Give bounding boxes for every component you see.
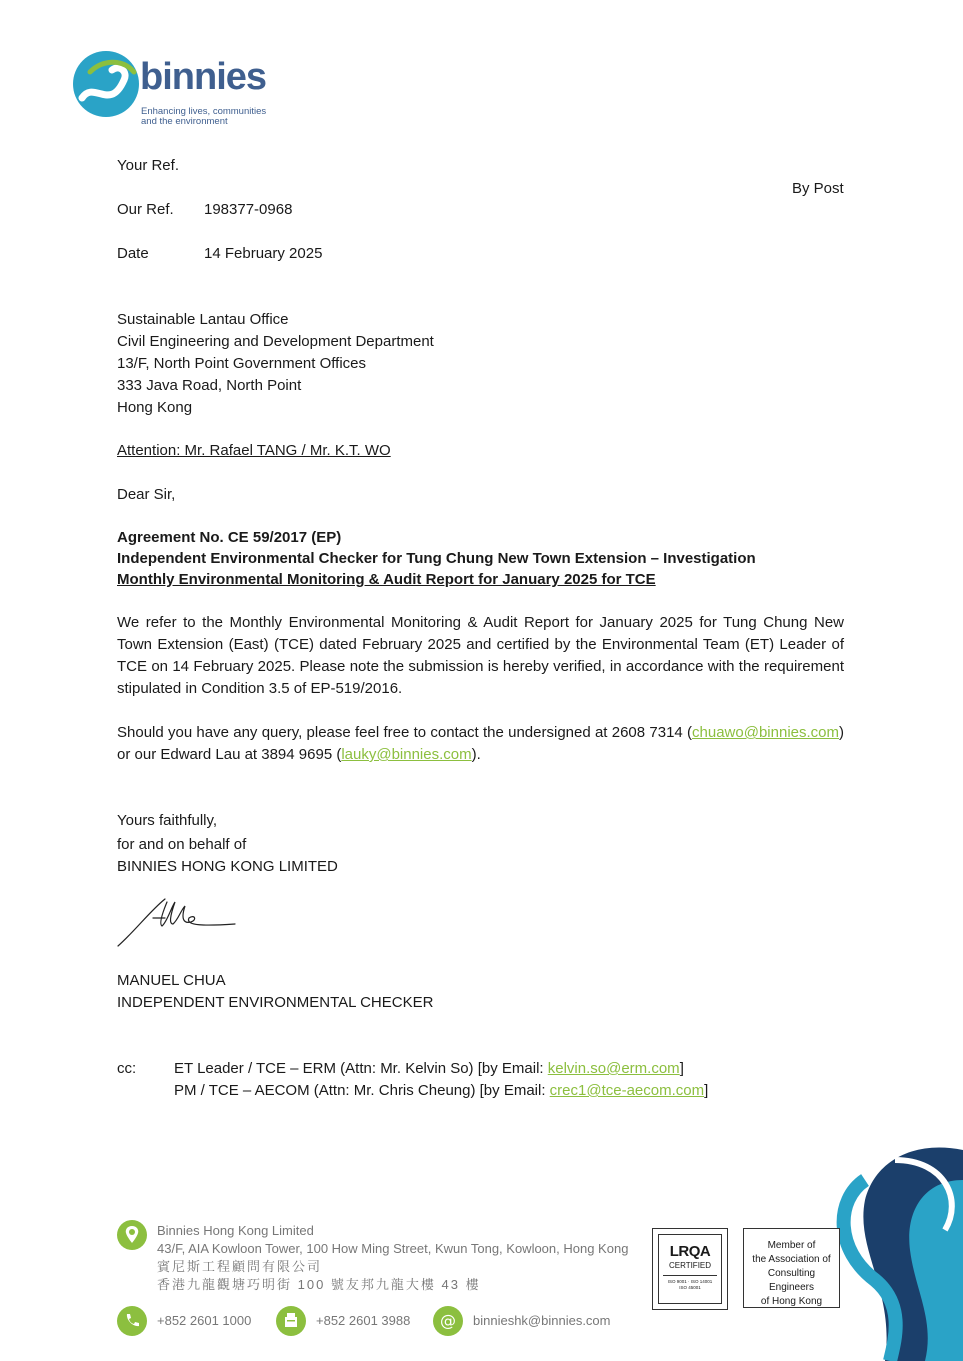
footer-phone: +852 2601 1000 [157, 1313, 252, 1328]
cc-line-erm [174, 1058, 708, 1080]
fax-icon [276, 1306, 306, 1336]
signature-icon [115, 896, 245, 951]
handwritten-signature [115, 896, 245, 956]
closing-line: Yours faithfully, [117, 812, 218, 829]
closing-line: BINNIES HONG KONG LIMITED [117, 858, 338, 875]
logo-tagline-line1: Enhancing lives, communities [141, 106, 267, 117]
subject-line-report: Monthly Environmental Monitoring & Audit Report for January 2025 for TCE [117, 571, 656, 588]
svg-text:@: @ [440, 1311, 456, 1330]
signer-title: INDEPENDENT ENVIRONMENTAL CHECKER [117, 994, 434, 1011]
member-line: the Association of [752, 1254, 831, 1265]
cc-close-bracket: ] [679, 1060, 684, 1077]
closing-block [117, 810, 338, 878]
attention-line: Attention: Mr. Rafael TANG / Mr. K.T. WO [117, 442, 391, 459]
logo-swirl-icon [72, 50, 142, 120]
signer-name: MANUEL CHUA [117, 972, 226, 989]
address-line: Hong Kong [117, 399, 193, 416]
paragraph-text: ) or our Edward Lau at 3894 9695 ( [117, 724, 844, 763]
member-line: Member of [767, 1240, 816, 1251]
paragraph-text: ). [471, 746, 481, 763]
paragraph-text: Should you have any query, please feel free to contact the undersigned at 2608 7314 ( [117, 724, 693, 741]
date-value: 14 February 2025 [204, 245, 323, 262]
salutation: Dear Sir, [117, 486, 176, 503]
your-ref-label: Your Ref. [117, 157, 179, 174]
footer-address-block [157, 1222, 628, 1294]
footer-address-zh: 香港九龍觀塘巧明街 100 號友邦九龍大樓 43 樓 [157, 1277, 481, 1292]
lrqa-certification-badge [652, 1228, 728, 1310]
address-line: Civil Engineering and Development Department [117, 333, 434, 350]
footer-address: 43/F, AIA Kowloon Tower, 100 How Ming Street, Kwun Tong, Kowloon, Hong Kong [157, 1241, 629, 1256]
address-line: Sustainable Lantau Office [117, 311, 289, 328]
our-ref-label: Our Ref. [117, 201, 174, 218]
email-link-chuawo[interactable]: chuawo@binnies.com [692, 724, 839, 741]
acehk-membership-badge [743, 1228, 840, 1308]
address-line: 13/F, North Point Government Offices [117, 355, 367, 372]
at-email-icon [433, 1306, 463, 1336]
cc-close-bracket: ] [704, 1082, 709, 1099]
logo-tagline [141, 107, 311, 127]
cc-line-aecom [174, 1080, 708, 1102]
logo-wordmark: binnies [140, 56, 267, 98]
footer-email[interactable]: binnieshk@binnies.com [473, 1313, 611, 1328]
address-line: 333 Java Road, North Point [117, 377, 302, 394]
date-label: Date [117, 245, 149, 262]
cc-text: ET Leader / TCE – ERM (Attn: Mr. Kelvin So) [by Email: [174, 1060, 548, 1077]
logo-tagline-line2: and the environment [141, 116, 228, 127]
email-link-crec1[interactable]: crec1@tce-aecom.com [549, 1082, 705, 1099]
lrqa-title: LRQA [669, 1243, 711, 1260]
cc-list [174, 1058, 708, 1102]
closing-line: for and on behalf of [117, 836, 247, 853]
lrqa-standards: ISO 9001 · ISO 14001 [667, 1279, 713, 1284]
signer-block [117, 970, 433, 1014]
cc-label: cc: [117, 1060, 137, 1077]
location-pin-icon [117, 1220, 147, 1250]
member-line: Consulting Engineers [767, 1268, 816, 1293]
footer-company: Binnies Hong Kong Limited [157, 1223, 314, 1238]
subject-block [117, 527, 756, 590]
lrqa-subtitle: CERTIFIED [668, 1261, 712, 1270]
footer-fax: +852 2601 3988 [316, 1313, 411, 1328]
lrqa-standards: ISO 45001 [679, 1285, 701, 1290]
footer-company-zh: 賓尼斯工程顧問有限公司 [157, 1259, 323, 1274]
subject-line-agreement: Agreement No. CE 59/2017 (EP) [117, 529, 342, 546]
our-ref-value: 198377-0968 [204, 201, 293, 218]
cc-text: PM / TCE – AECOM (Attn: Mr. Chris Cheung) [by Email: [174, 1082, 550, 1099]
body-paragraph-2 [117, 722, 844, 766]
body-paragraph-1: We refer to the Monthly Environmental Monitoring & Audit Report for January 2025 for Tung Chung New Town Extension (East) (TCE) dated February 2025 and certified by the Environmental Team (ET) Leader of TCE on 14 February 2025. Please note the submission is hereby verified, in accordance with the requirement stipulated in Condition 3.5 of EP-519/2016. [117, 614, 844, 697]
email-link-lauky[interactable]: lauky@binnies.com [341, 746, 472, 763]
delivery-method: By Post [792, 180, 844, 197]
member-line: of Hong Kong [760, 1296, 823, 1307]
phone-icon [117, 1306, 147, 1336]
recipient-address [117, 309, 434, 419]
subject-line-project: Independent Environmental Checker for Tung Chung New Town Extension – Investigation [117, 550, 756, 567]
email-link-kelvin[interactable]: kelvin.so@erm.com [547, 1060, 680, 1077]
